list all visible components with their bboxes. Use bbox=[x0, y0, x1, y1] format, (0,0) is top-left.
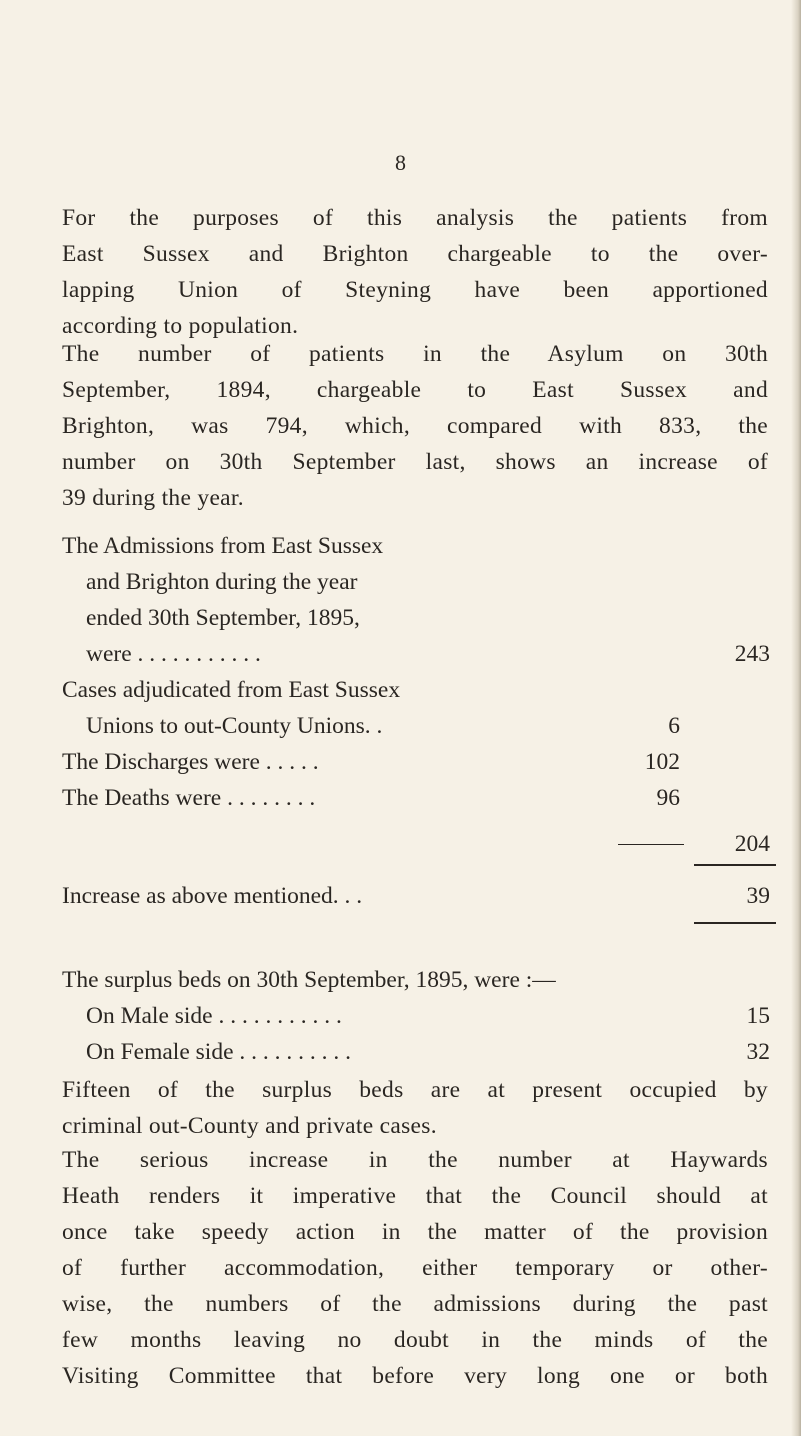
increase-label: Increase as above mentioned. . . bbox=[62, 883, 363, 909]
paragraph-occupied-beds bbox=[62, 1072, 768, 1144]
text-line: Visiting Committee that before very long one or both bbox=[62, 1363, 768, 1389]
cases-label-line: Cases adjudicated from East Sussex bbox=[62, 677, 401, 703]
text-line: September, 1894, chargeable to East Sussex and bbox=[62, 377, 768, 403]
admissions-label-line: The Admissions from East Sussex bbox=[62, 533, 384, 559]
text-line: The serious increase in the number at Haywards bbox=[62, 1147, 768, 1173]
subtotal-dash bbox=[618, 844, 684, 845]
text-line: number on 30th September last, shows an increase of bbox=[62, 449, 768, 475]
increase-value: 39 bbox=[746, 883, 770, 909]
paragraph-patient-count bbox=[62, 336, 768, 516]
cases-value: 6 bbox=[668, 713, 680, 739]
admissions-value: 243 bbox=[734, 641, 770, 667]
discharges-label: The Discharges were . . . . . bbox=[62, 749, 319, 775]
text-line: Fifteen of the surplus beds are at present occupied by bbox=[62, 1077, 768, 1103]
text-line: wise, the numbers of the admissions during the past bbox=[62, 1291, 768, 1317]
paragraph-increase-warning bbox=[62, 1142, 768, 1394]
paragraph-apportionment bbox=[62, 200, 768, 344]
text-line: of further accommodation, either temporary or other- bbox=[62, 1255, 768, 1281]
deaths-label: The Deaths were . . . . . . . . bbox=[62, 785, 316, 811]
page-number: 8 bbox=[395, 150, 406, 175]
text-line: 39 during the year. bbox=[62, 485, 244, 511]
text-line: once take speedy action in the matter of the provision bbox=[62, 1219, 768, 1245]
deaths-value: 96 bbox=[656, 785, 680, 811]
text-line: Brighton, was 794, which, compared with 833, the bbox=[62, 413, 768, 439]
total-rule-top bbox=[694, 864, 776, 866]
discharges-value: 102 bbox=[644, 749, 680, 775]
female-side-label: On Female side . . . . . . . . . . bbox=[86, 1039, 351, 1065]
male-side-label: On Male side . . . . . . . . . . . bbox=[86, 1003, 342, 1029]
admissions-label-line: and Brighton during the year bbox=[86, 569, 358, 595]
text-line: few months leaving no doubt in the minds of the bbox=[62, 1327, 768, 1353]
text-line: The number of patients in the Asylum on 30th bbox=[62, 341, 768, 367]
female-side-value: 32 bbox=[746, 1039, 770, 1065]
text-line: East Sussex and Brighton chargeable to the over- bbox=[62, 241, 768, 267]
text-line: criminal out-County and private cases. bbox=[62, 1113, 437, 1139]
cases-label-line: Unions to out-County Unions. . bbox=[86, 713, 383, 739]
text-line: Heath renders it imperative that the Council should at bbox=[62, 1183, 768, 1209]
total-rule-bottom bbox=[694, 922, 776, 924]
text-line: lapping Union of Steyning have been apportioned bbox=[62, 277, 768, 303]
text-line: For the purposes of this analysis the patients from bbox=[62, 205, 768, 231]
admissions-label-line: were . . . . . . . . . . . bbox=[86, 641, 261, 667]
surplus-intro: The surplus beds on 30th September, 1895, were :— bbox=[62, 967, 556, 993]
male-side-value: 15 bbox=[746, 1003, 770, 1029]
admissions-label-line: ended 30th September, 1895, bbox=[86, 605, 360, 631]
page-edge bbox=[791, 0, 801, 1436]
subtotal-value: 204 bbox=[734, 831, 770, 857]
text-line: according to population. bbox=[62, 313, 299, 339]
